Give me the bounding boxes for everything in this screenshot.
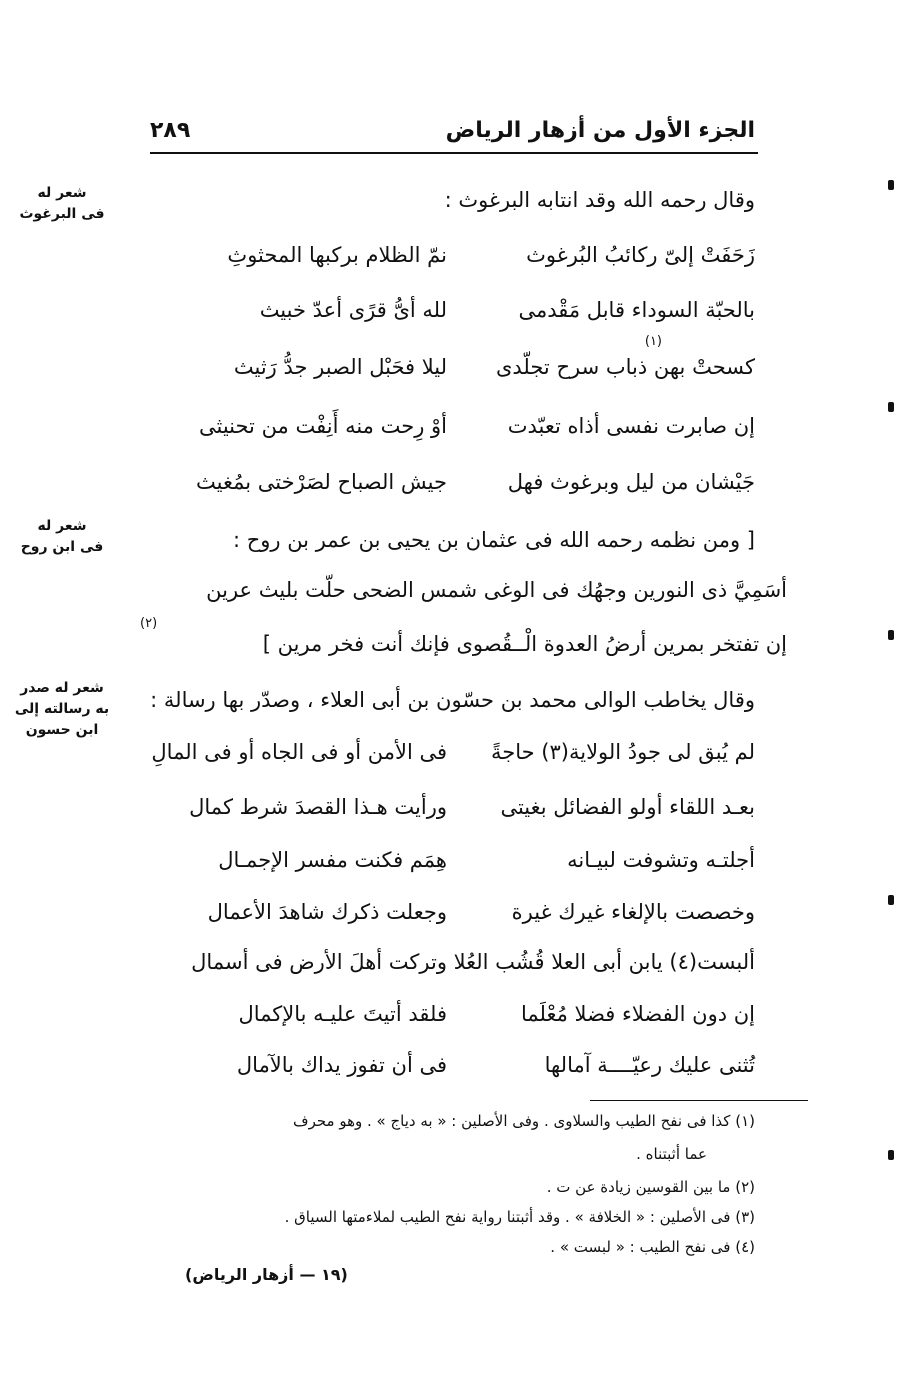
section2-intro: [ ومن نظمه رحمه الله فى عثمان بن يحيى بن عمر بن روح : [232, 528, 755, 552]
note-mark: (٢) [140, 616, 158, 631]
verse-hemistich-second: هِمَم فكنت مفسر الإجمـال [218, 848, 447, 872]
verse-hemistich-first: ألبست(٤) يابن أبى العلا قُشُب العُلا [453, 950, 755, 974]
margin-note-line: شعر له [37, 518, 87, 534]
verse-hemistich-first: تُثنى عليك رعيّــــة آمالها [544, 1053, 755, 1077]
margin-note-flea [7, 183, 117, 225]
verse-hemistich-first: وخصصت بالإلغاء غيرك غيرة [511, 900, 755, 924]
verse-hemistich-second: فى الأمن أو فى الجاه أو فى المالِ [151, 740, 447, 764]
edge-mark [888, 1150, 894, 1160]
header-rule [150, 152, 758, 154]
section3-intro: وقال يخاطب الوالى محمد بن حسّون بن أبى العلاء ، وصدّر بها رسالة : [150, 688, 755, 712]
verse-hemistich-second: لله أىُّ قرًى أعدّ خبيث [259, 298, 447, 322]
footnote: (١) كذا فى نفح الطيب والسلاوى . وفى الأصلين : « به دياج » . وهو محرف [293, 1112, 755, 1130]
section1-intro: وقال رحمه الله وقد انتابه البرغوث : [444, 188, 755, 212]
verse-hemistich-second: فلقد أتيتَ عليـه بالإكمال [238, 1002, 447, 1026]
verse-hemistich-second: نمّ الظلام بركبها المحثوثِ [227, 243, 447, 267]
verse-hemistich-second: ليلا فحَبْل الصبر جدُّ رَثيث [233, 355, 447, 379]
verse-hemistich-second: أوْ رِحت منه أَنِفْت من تحنيثى [198, 414, 447, 438]
margin-note-line: فى البرغوث [19, 206, 105, 222]
verse-line: إن تفتخر بمرين أرضُ العدوة الْــقُصوى فإنك أنت فخر مرين ] [262, 632, 787, 656]
verse-hemistich-second: ورأيت هـذا القصدَ شرط كمال [189, 795, 447, 819]
verse-hemistich-second: جيش الصباح لصَرْختى بمُغيث [196, 470, 447, 494]
verse-hemistich-second: وجعلت ذكرك شاهدَ الأعمال [207, 900, 447, 924]
verse-hemistich-first: كسحتْ بهن ذباب سرح تجلّدى [495, 355, 755, 379]
running-title: الجزء الأول من أزهار الرياض [445, 117, 755, 143]
verse-line: أسَمِيَّ ذى النورين وجهُك فى الوغى شمس الضحى حلّت بليث عرين [206, 578, 787, 602]
verse-hemistich-first: بالحبّة السوداء قابل مَقْدمى [518, 298, 755, 322]
margin-note-ibn-rawh [7, 516, 117, 558]
margin-note-line: به رسالته إلى [14, 701, 110, 717]
page-header [150, 110, 755, 150]
verse-hemistich-first: أجلتـه وتشوفت لبيـانه [567, 848, 755, 872]
margin-note-line: فى ابن روح [20, 539, 104, 555]
footnote: (٣) فى الأصلين : « الخلافة » . وقد أثبتنا رواية نفح الطيب لملاءمتها السياق . [284, 1208, 755, 1226]
footnote: (٤) فى نفح الطيب : « لبست » . [550, 1238, 755, 1256]
verse-hemistich-first: إن صابرت نفسى أذاه تعبّدت [507, 414, 755, 438]
verse-hemistich-second: فى أن تفوز يداك بالآمال [236, 1053, 447, 1077]
margin-note-ibn-hassun [7, 678, 117, 741]
edge-mark [888, 180, 894, 190]
edge-mark [888, 402, 894, 412]
verse-hemistich-first: إن دون الفضلاء فضلا مُعْلَما [521, 1002, 755, 1026]
edge-mark [888, 630, 894, 640]
footnote-rule [590, 1100, 808, 1101]
verse-hemistich-first: زَحَفَتْ إلىّ ركائبُ البُرغوث [526, 243, 755, 267]
verse-hemistich-second: وتركت أهلَ الأرض فى أسمال [191, 950, 447, 974]
signature-line: (١٩ — أزهار الرياض) [185, 1265, 348, 1284]
page-number: ٢٨٩ [150, 117, 191, 143]
note-mark: (١) [644, 334, 662, 349]
verse-hemistich-first: بعـد اللقاء أولو الفضائل بغيتى [500, 795, 755, 819]
verse-hemistich-first: جَيْشان من ليل وبرغوث فهل [507, 470, 755, 494]
footnote-continuation: عما أثبتناه . [636, 1145, 707, 1163]
margin-note-line: شعر له [37, 185, 87, 201]
margin-note-line: ابن حسون [25, 722, 99, 738]
verse-hemistich-first: لم يُبق لى جودُ الولاية(٣) حاجةً [491, 740, 755, 764]
footnote: (٢) ما بين القوسين زيادة عن ت . [546, 1178, 755, 1196]
margin-note-line: شعر له صدر [20, 680, 104, 696]
edge-mark [888, 895, 894, 905]
